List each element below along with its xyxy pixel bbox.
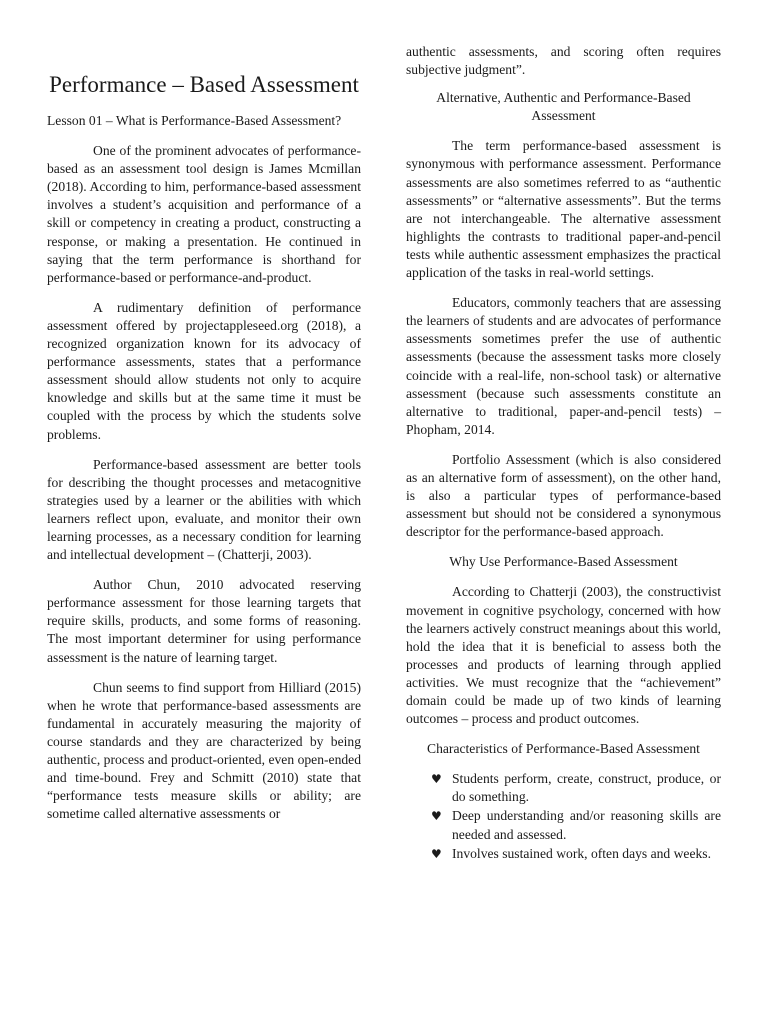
list-item xyxy=(406,845,721,863)
heart-bullet-icon: ♥ xyxy=(431,772,442,787)
paragraph-mcmillan: One of the prominent advocates of performance-based as an assessment tool design is James Mcmillan (2018). According to him, performance-based assessment involves a student’s acquisition and performance of a skill or competency in creating a product, constructing a response, or making a presentation. He continued in saying that the term performance is shorthand for performance-based or performance-and-product. xyxy=(47,143,361,285)
heart-bullet-icon: ♥ xyxy=(431,809,442,824)
list-item-text: Deep understanding and/or reasoning skills are needed and assessed. xyxy=(452,808,721,842)
paragraph-hilliard: Chun seems to find support from Hilliard (2015) when he wrote that performance-based assessments are fundamental in accurately measuring the majority of course standards and they are characterized by being authentic, process and product-oriented, even open-ended and time-bound. Frey and Schmitt (2010) state that “performance tests measure skills or ability; are sometime called alternative assessments or xyxy=(47,679,361,822)
section-heading-why-use: Why Use Performance-Based Assessment xyxy=(449,554,678,570)
paragraph-chatterji: Performance-based assessment are better tools for describing the thought processes and metacognitive strategies used by a learner or the abilities with which learners reflect upon, evaluate, and monitor their own learning processes, as a necessary condition for learning and intellectual development – (Chatterji, 2003). xyxy=(47,456,361,563)
paragraph-definition: A rudimentary definition of performance assessment offered by projectappleseed.org (2018), a recognized organization known for its advocacy of performance assessments, states that a performance assessment should allow students not only to acquire knowledge and skills but at the same time it must be coupled with the process by which the students solve problems. xyxy=(47,299,361,442)
paragraph-continuation: authentic assessments, and scoring often requires subjective judgment”. xyxy=(406,44,721,78)
section-heading-alternative: Alternative, Authentic and Performance-Based Assessment xyxy=(436,90,691,124)
paragraph-constructivist: According to Chatterji (2003), the constructivist movement in cognitive psychology, concerned with how the learners actively construct meanings about this world, hold the idea that it is beneficial to assess both the processes and products of learning through applied activities. We must recognize that the “achievement” domain could be made up of two kinds of learning outcomes – process and product outcomes. xyxy=(406,584,721,727)
paragraph-chun: Author Chun, 2010 advocated reserving performance assessment for those learning targets that require skills, products, and some forms of reasoning. The most important determiner for using performance assessment is the nature of learning target. xyxy=(47,577,361,665)
section-heading-characteristics: Characteristics of Performance-Based Assessment xyxy=(427,741,700,757)
list-item-text: Involves sustained work, often days and weeks. xyxy=(452,845,711,861)
characteristics-list xyxy=(406,770,721,862)
heart-bullet-icon: ♥ xyxy=(431,846,442,861)
paragraph-synonymous: The term performance-based assessment is synonymous with performance assessment. Performance assessments are also sometimes referred to as “authentic assessments” or “alternative assessments”. But the terms are not interchangeable. The alternative assessment highlights the contrasts to traditional paper-and-pencil tests while authentic assessment emphasizes the practical application of the tasks in real-world settings. xyxy=(406,138,721,281)
left-column xyxy=(47,70,361,835)
list-item-text: Students perform, create, construct, produce, or do something. xyxy=(452,771,721,805)
right-column xyxy=(406,43,721,864)
paragraph-portfolio: Portfolio Assessment (which is also considered as an alternative form of assessment), on the other hand, is also a particular types of performance-based assessment but should not be considered a synonymous descriptor for the performance-based approach. xyxy=(406,451,721,540)
page-title: Performance – Based Assessment xyxy=(49,72,359,97)
paragraph-educators: Educators, commonly teachers that are assessing the learners of students and are advocates of performance assessments sometimes prefer the use of authentic assessments (because the assessment tasks more closely coincide with a real-life, non-school task) or alternative assessment (because such assessments constitute an alternative to traditional, paper-and-pencil tests) – Phopham, 2014. xyxy=(406,295,721,437)
list-item xyxy=(406,770,721,806)
lesson-heading: Lesson 01 – What is Performance-Based Assessment? xyxy=(47,113,342,128)
list-item xyxy=(406,807,721,843)
